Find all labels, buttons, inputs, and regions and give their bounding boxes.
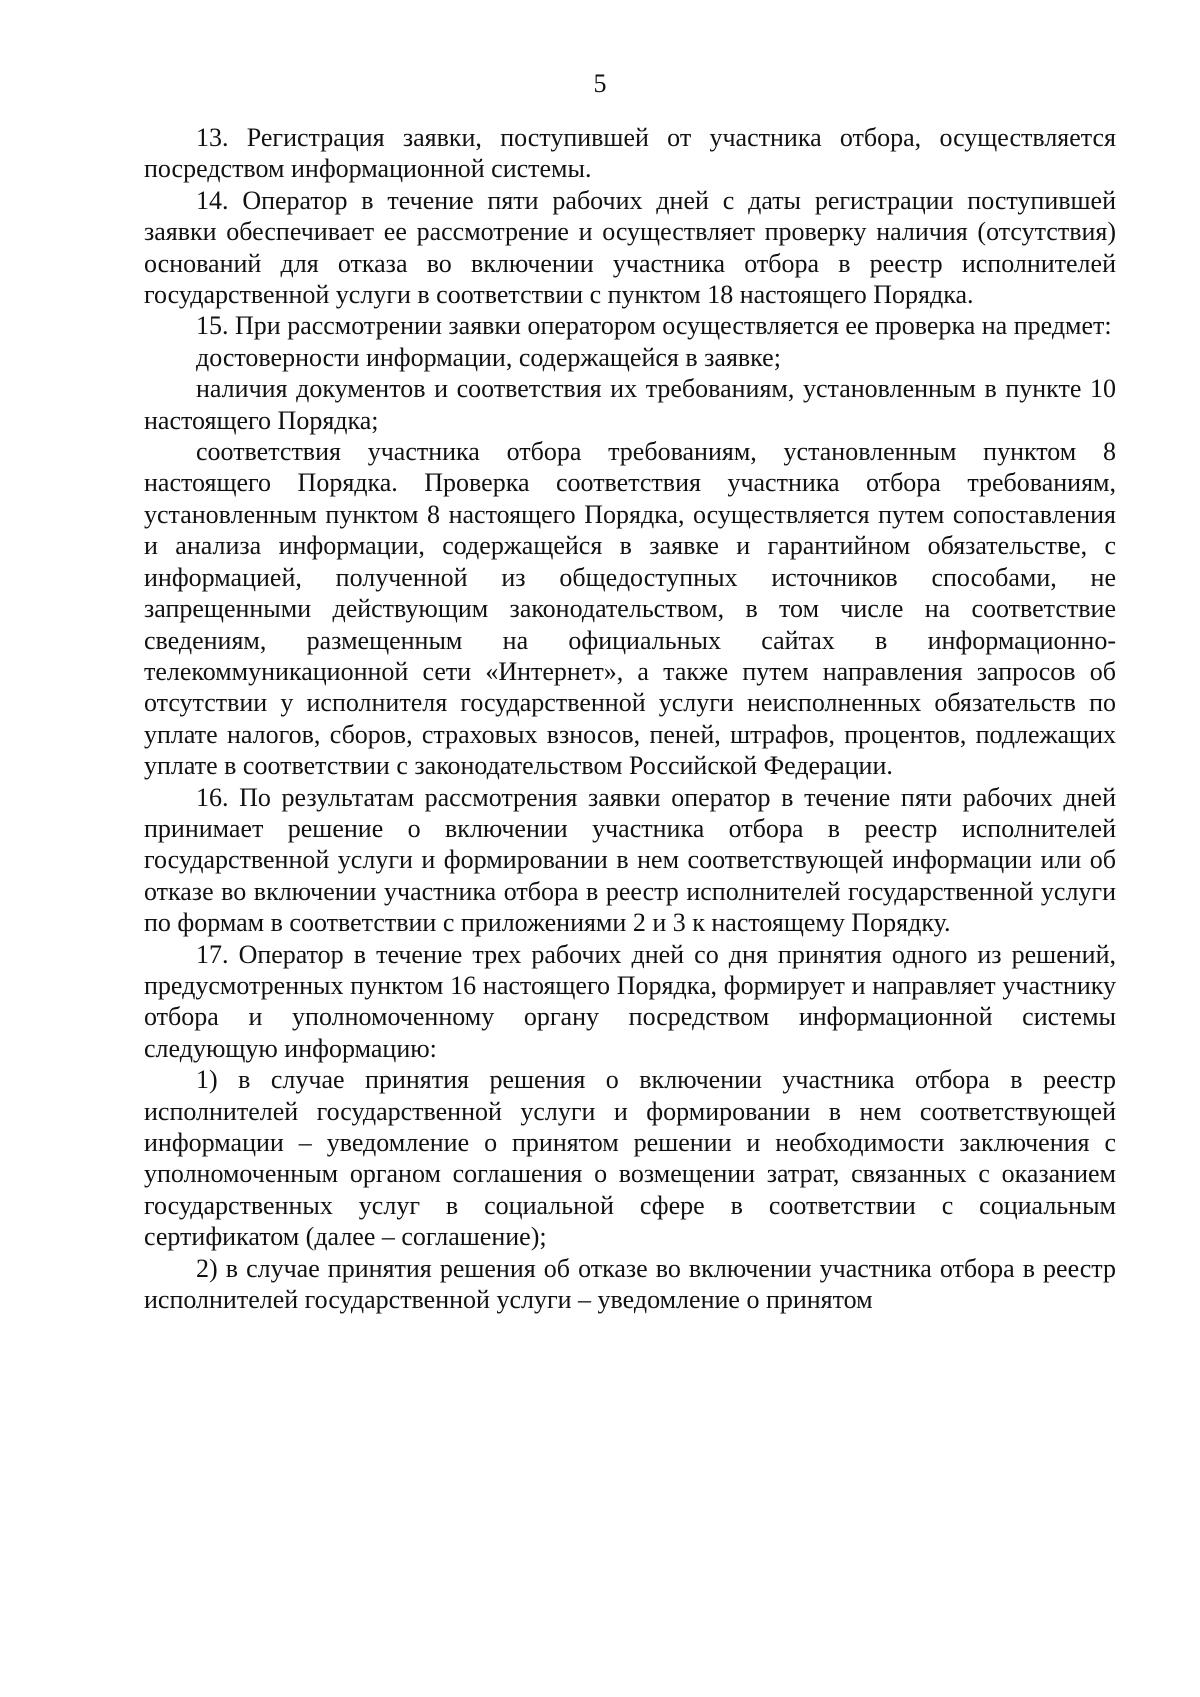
paragraph-15-item-reliability: достоверности информации, содержащейся в заявке; [196, 342, 781, 372]
paragraph-15-item-documents: наличия документов и соответствия их требованиям, установленным в пункте 10 настоящего Порядка; [144, 374, 1116, 435]
paragraph-17-item-1: 1) в случае принятия решения о включении участника отбора в реестр исполнителей государственной услуги и формировании в нем соответствующей информации – уведомление о принятом решении и необходимости заключения с уполномоченным органом соглашения о возмещении затрат, связанных с оказанием государственных услуг в социальной сфере в соответствии с социальным сертификатом (далее – соглашение); [144, 1065, 1116, 1252]
paragraph-17: 17. Оператор в течение трех рабочих дней со дня принятия одного из решений, предусмотренных пунктом 16 настоящего Порядка, формирует и направляет участнику отбора и уполномоченному органу посредством информационной системы следующую информацию: [144, 939, 1116, 1063]
paragraph-17-item-2: 2) в случае принятия решения об отказе во включении участника отбора в реестр исполнителей государственной услуги – уведомление о принятом [144, 1253, 1116, 1315]
paragraph-15-item-compliance: соответствия участника отбора требованиям, установленным пунктом 8 настоящего Порядка. Проверка соответствия участника отбора требованиям, установленным пунктом 8 настоящего Порядка, осуществляется путем сопоставления и анализа информации, содержащейся в заявке и гарантийном обязательстве, с информацией, полученной из общедоступных источников способами, не запрещенными действующим законодательством, в том числе на соответствие сведениям, размещенным на официальных сайтах в информационно-телекоммуникационной сети «Интернет», а также путем направления запросов об отсутствии у исполнителя государственной услуги неисполненных обязательств по уплате налогов, сборов, страховых взносов, пеней, штрафов, процентов, подлежащих уплате в соответствии с законодательством Российской Федерации. [144, 437, 1116, 781]
paragraph-14: 14. Оператор в течение пяти рабочих дней с даты регистрации поступившей заявки обеспечивает ее рассмотрение и осуществляет проверку наличия (отсутствия) оснований для отказа во включении участника отбора в реестр исполнителей государственной услуги в соответствии с пунктом 18 настоящего Порядка. [144, 185, 1116, 310]
document-body [144, 122, 1116, 1315]
paragraph-15: 15. При рассмотрении заявки оператором осуществляется ее проверка на предмет: [196, 311, 1112, 341]
paragraph-16: 16. По результатам рассмотрения заявки оператор в течение пяти рабочих дней принимает решение о включении участника отбора в реестр исполнителей государственной услуги и формировании в нем соответствующей информации или об отказе во включении участника отбора в реестр исполнителей государственной услуги по формам в соответствии с приложениями 2 и 3 к настоящему Порядку. [144, 782, 1116, 938]
page-number: 5 [593, 69, 607, 98]
paragraph-13: 13. Регистрация заявки, поступившей от участника отбора, осуществляется посредством информационной системы. [144, 123, 1116, 184]
